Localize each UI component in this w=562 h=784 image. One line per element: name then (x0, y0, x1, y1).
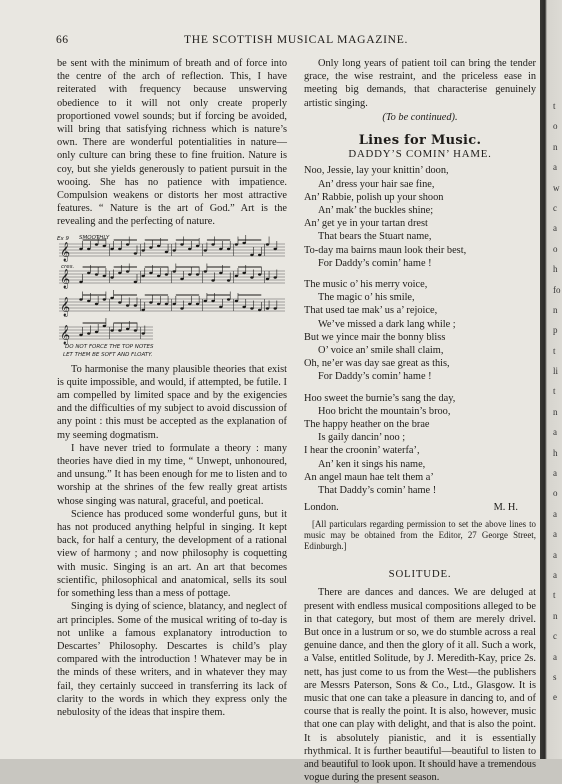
note-head (134, 329, 137, 331)
poem-line: We’ve missed a dark lang while ; (318, 318, 456, 330)
poem-line: For Daddy’s comin’ hame ! (318, 371, 432, 383)
edge-letter: h (553, 264, 558, 275)
poem-line: I hear the croonin’ waterfa’, (304, 445, 420, 457)
note-head (134, 280, 137, 282)
place: London. (304, 502, 339, 514)
note-head (227, 298, 230, 300)
note-head (211, 279, 214, 281)
poem-line: But we yince mair the bonny bliss (304, 331, 446, 343)
running-title: THE SCOTTISH MUSICAL MAGAZINE. (184, 33, 409, 46)
music-example (57, 233, 287, 359)
poem-line: The happy heather on the brae (304, 419, 430, 431)
note-head (110, 296, 113, 298)
treble-clef-icon: 𝄞 (60, 324, 71, 345)
paragraph: Singing is dying of science, blatancy, and neglect of art principles. Some of the musical writing of to-day is not unlike a famous explanatory introduction to Descartes’ Philosophy. Descartes is child’s play compared with the introduction ! Whatever may be in the minds of these writers, and in whatever they may fail, they certainly succeed in transferring its lack of clarity to the words in which they express only the nebulosity of the ideas that inspire them. (57, 601, 287, 718)
note-head (211, 299, 214, 301)
note-head (165, 302, 168, 304)
music-footnote: LET THEM BE SOFT AND FLOATY. (63, 351, 153, 358)
poem-stanza (304, 164, 536, 270)
note-head (95, 302, 98, 304)
note-head (188, 247, 191, 249)
note-head (211, 243, 214, 245)
edge-letter: h (553, 447, 558, 458)
note-head (188, 273, 191, 275)
note-head (266, 307, 269, 309)
note-head (149, 301, 152, 303)
edge-letter: o (553, 488, 558, 499)
note-head (204, 299, 207, 301)
edge-letter: s (553, 671, 557, 682)
note-head (157, 244, 160, 246)
author-initials: M. H. (493, 502, 518, 514)
poem-line: Is gaily dancin’ noo ; (318, 432, 406, 444)
paragraph: Science has produced some wonderful guns, but it has not produced anything helpful in singing. It kept back, for half a century, the development of a rational view of harmony ; and now philosophy is coquetting with music. Singing is an art. An art that becomes scientific, philosophical and anatomical, sells its soul for something less than a mess of pottage. (57, 508, 287, 600)
edge-letter: w (553, 182, 560, 193)
note-head (103, 298, 106, 300)
edge-letter: a (553, 162, 557, 173)
note-head (196, 302, 199, 304)
left-column (57, 57, 287, 719)
facing-page-text (553, 96, 562, 708)
poem-line: The music o’ his merry voice, (304, 279, 428, 291)
poem-title: DADDY’S COMIN’ HAME. (348, 148, 492, 161)
poem-line: Oh, ne’er was day sae great as this, (304, 358, 450, 370)
poem-line: An’ mak’ the buckles shine; (318, 205, 434, 217)
section-heading: Lines for Music. (358, 133, 482, 149)
edge-letter: t (553, 345, 556, 356)
note-head (235, 299, 238, 301)
note-head (87, 332, 90, 334)
note-head (274, 307, 277, 309)
edge-letter: a (553, 651, 557, 662)
paragraph: I have never tried to formulate a theory : many theories have died in my time, “ Unwept, unhonoured, and unsung.” It has been enough for me to listen and to worship at the shrines of the few really great artists whose singing was natural, graceful, and poetical. (57, 442, 287, 507)
poem-line: Hoo sweet the burnie’s sang the day, (304, 392, 456, 404)
edge-letter: c (553, 202, 557, 213)
note-head (219, 247, 222, 249)
note-head (266, 277, 269, 279)
page-header (56, 33, 526, 47)
note-head (227, 247, 230, 249)
note-head (235, 274, 238, 276)
page-number: 66 (56, 33, 69, 46)
note-head (250, 253, 253, 255)
edge-letter: a (553, 223, 557, 234)
note-head (149, 246, 152, 248)
note-head (126, 327, 129, 329)
note-head (157, 274, 160, 276)
note-head (242, 271, 245, 273)
note-head (165, 273, 168, 275)
note-head (157, 302, 160, 304)
edge-letter: a (553, 427, 557, 438)
paragraph: There are dances and dances. We are deluged at present with endless musical compositions alleged to be in that category, but most of them are merely drivel. But once in a lustrum or so, we do stumble across a real genuine dance, and then the glory of it all. Such a work, a Valse, entitled Solitude, by J. Meredith-Kay, price 2s. nett, has just come to us from the West—the publishers are Messrs Paterson, Sons & Co., Ltd., Glasgow. It is music that one can take a pleasure in dancing to, and of course that is really the point. It is also, however, music that one can play with delight, and that is also the point. It is absolutely pianistic, and it is essentially rhythmical. It is further beautiful—beautiful to listen to and beautiful to look upon. It should have a tremendous vogue during the present season. (304, 587, 536, 784)
note-head (180, 277, 183, 279)
edge-letter: t (553, 590, 556, 601)
section-title: SOLITUDE. (388, 568, 452, 581)
note-head (258, 253, 261, 255)
note-head (118, 329, 121, 331)
note-head (180, 243, 183, 245)
poem-signature (304, 501, 536, 514)
note-head (95, 273, 98, 275)
note-head (274, 276, 277, 278)
edge-letter: a (553, 549, 557, 560)
poem-stanza (304, 278, 536, 384)
edge-letter: n (553, 406, 558, 417)
poem-line: That Daddy’s comin’ hame ! (318, 485, 437, 497)
edge-letter: li (553, 366, 559, 377)
edge-letter: n (553, 304, 558, 315)
right-column (304, 57, 536, 784)
note-head (141, 249, 144, 251)
note-head (266, 243, 269, 245)
note-head (118, 301, 121, 303)
note-head (79, 298, 82, 300)
note-head (242, 241, 245, 243)
edge-letter: t (553, 101, 556, 111)
example-label: Ex 9 (57, 235, 69, 242)
paragraph: To harmonise the many plausible theories that exist is quite impossible, and would, if attempted, be futile. I am compelled by limited space and by the exigencies and the difficulties of my subject to avoid discussion of any point : this must be accepted as the explanation of my seeming dogmatism. (57, 363, 287, 441)
poem-line: Hoo bricht the mountain’s broo, (318, 405, 451, 417)
continued-note: (To be continued). (382, 111, 458, 123)
edge-letter: n (553, 610, 558, 621)
note-head (235, 243, 238, 245)
note-head (196, 273, 199, 275)
edge-letter: o (553, 243, 558, 254)
note-head (165, 250, 168, 252)
editorial-note: [All particulars regarding permission to set the above lines to music may be obtained from the Editor, 27 George Street, Edinburgh.] (304, 518, 536, 551)
note-head (188, 302, 191, 304)
paragraph: be sent with the minimum of breath and of force into the centre of the arch of reflection. This, I have reiterated with frequency because unswerving obedience to it will not only create properly proportioned vowel sounds; but if forcing be avoided, will bring that satisfying richness which is nature’s own. There are wonderful potentialities in nature—only culture can bring these to fine fruition. Nature is coy, but she yields generously to patient pursuit in the wooing. She has no patience with impatience. Compulsion weakens or distorts her most attractive features. “ Nature is the art of God.” Art is the revealing and the perfecting of nature. (57, 58, 287, 228)
note-head (142, 332, 145, 334)
treble-clef-icon: 𝄞 (60, 268, 71, 289)
note-head (204, 270, 207, 272)
note-head (141, 308, 144, 310)
poem-line: For Daddy’s comin’ hame ! (318, 257, 432, 269)
poem-line: To-day ma bairns maun look their best, (304, 244, 467, 256)
poem-line: An’ get ye in your tartan drest (304, 218, 428, 230)
edge-letter: e (553, 692, 557, 703)
note-head (126, 270, 129, 272)
treble-clef-icon: 𝄞 (60, 241, 71, 262)
note-head (79, 333, 82, 335)
note-head (126, 304, 129, 306)
note-head (173, 302, 176, 304)
note-head (258, 273, 261, 275)
note-head (134, 304, 137, 306)
poem-line: Noo, Jessie, lay your knittin’ doon, (304, 165, 449, 177)
treble-clef-icon: 𝄞 (60, 296, 71, 317)
note-head (118, 271, 121, 273)
poem-line: The magic o’ his smile, (318, 292, 415, 304)
music-footnote: DO NOT FORCE THE TOP NOTES (65, 343, 154, 350)
note-head (141, 274, 144, 276)
note-head (219, 305, 222, 307)
note-head (180, 307, 183, 309)
note-head (242, 305, 245, 307)
edge-letter: a (553, 569, 557, 580)
edge-letter: c (553, 631, 557, 642)
edge-letter: o (553, 121, 558, 132)
paragraph: Only long years of patient toil can bring the tender grace, the wise restraint, and the priceless ease in meeting big demands, that characterise genuinely artistic singing. (304, 58, 536, 109)
note-head (227, 279, 230, 281)
poem-line: O’ voice an’ smile shall claim, (318, 345, 444, 357)
poem-line: That used tae mak’ us a’ rejoice, (304, 305, 438, 317)
note-head (219, 271, 222, 273)
note-head (103, 324, 106, 326)
note-head (250, 307, 253, 309)
poem-line: An angel maun hae telt them a’ (304, 471, 434, 483)
poem-line: An’ Rabbie, polish up your shoon (304, 191, 444, 203)
note-head (79, 247, 82, 249)
note-head (196, 244, 199, 246)
note-head (87, 247, 90, 249)
poem-line: An’ dress your hair sae fine, (318, 178, 435, 190)
note-head (134, 252, 137, 254)
note-head (250, 276, 253, 278)
edge-letter: a (553, 468, 557, 479)
dynamic-label: cres. (61, 263, 75, 270)
note-head (126, 243, 129, 245)
note-head (95, 330, 98, 332)
note-head (173, 249, 176, 251)
note-head (103, 274, 106, 276)
poem-line: That bears the Stuart name, (318, 231, 432, 243)
note-head (204, 249, 207, 251)
note-head (118, 247, 121, 249)
edge-letter: n (553, 141, 558, 152)
note-head (258, 308, 261, 310)
note-head (110, 329, 113, 331)
edge-letter: p (553, 325, 558, 336)
note-head (149, 271, 152, 273)
note-head (79, 280, 82, 282)
poem-line: An’ ken it sings his name, (318, 458, 426, 470)
note-head (87, 271, 90, 273)
edge-letter: a (553, 508, 557, 519)
note-head (110, 247, 113, 249)
poem-stanza (304, 392, 536, 498)
note-head (110, 276, 113, 278)
edge-letter: a (553, 529, 557, 540)
tempo-label: SMOOTHLY (79, 234, 110, 241)
edge-letter: fo (553, 284, 561, 295)
note-head (173, 270, 176, 272)
note-head (87, 299, 90, 301)
edge-letter: t (553, 386, 556, 397)
note-head (274, 247, 277, 249)
